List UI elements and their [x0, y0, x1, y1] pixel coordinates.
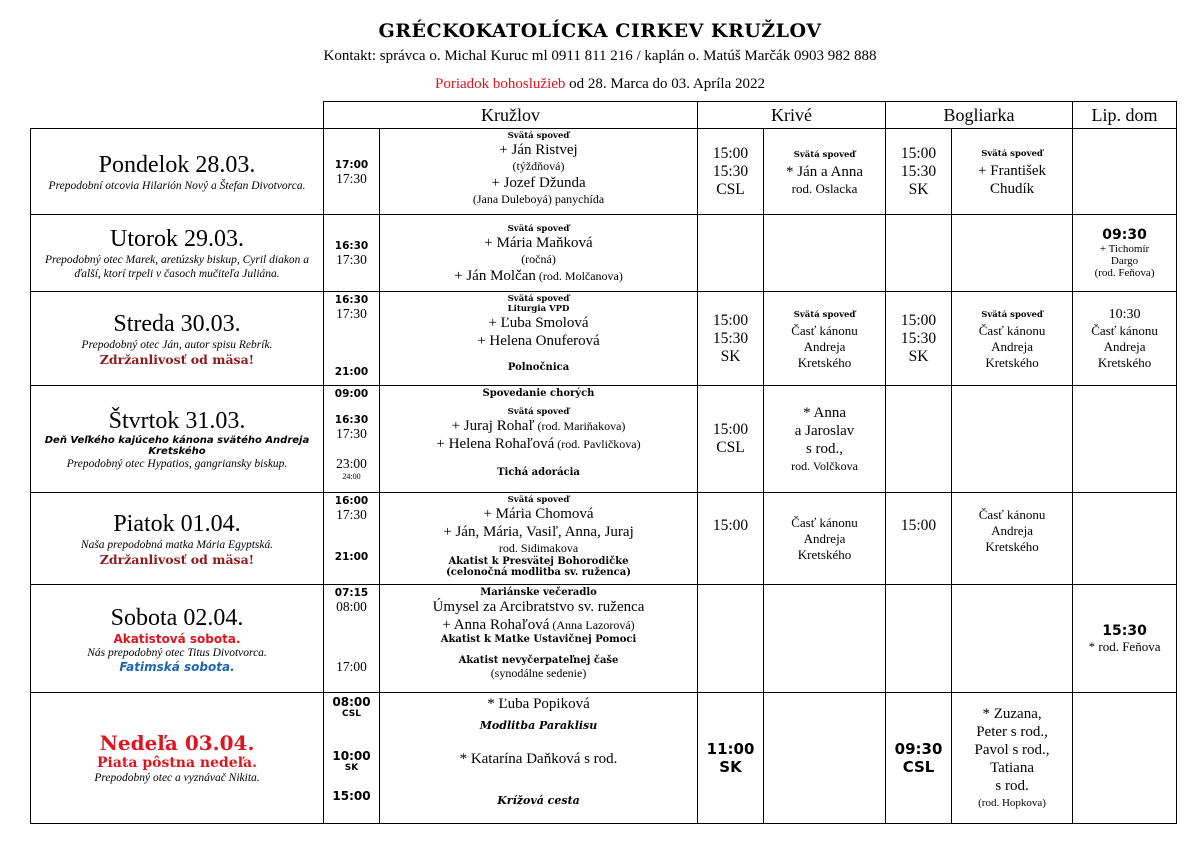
intention-note: (rod. Molčanova) [535, 268, 623, 283]
service-label: Kretského [1097, 354, 1152, 370]
language: SK [908, 347, 929, 365]
krive-times [698, 693, 764, 824]
krive-services [764, 585, 886, 693]
schedule-label: Poriadok bohoslužieb [435, 76, 566, 92]
day-saint: Prepodobný otec a vyznávač Nikita. [94, 772, 260, 784]
krive-times [698, 493, 764, 585]
time: 15:30 [712, 162, 749, 180]
confession-label: Svätá spoveď [793, 149, 856, 160]
lip-dom-services [1073, 129, 1177, 215]
service-label: Tichá adorácia [497, 467, 580, 478]
time: 16:00 [334, 495, 369, 507]
kruzlov-times [324, 585, 380, 693]
time: 15:30 [900, 162, 937, 180]
service-note: (synodálne sedenie) [490, 666, 587, 680]
intention: s rod., [805, 441, 844, 457]
row-thursday [31, 386, 1177, 493]
day-feast: Deň Veľkého kajúceho kánona svätého Andreja Kretského [44, 435, 310, 457]
service-label: Andreja [1103, 338, 1146, 354]
day-saint: Nás prepodobný otec Titus Divotvorca. [87, 646, 267, 659]
day-name: Pondelok 28.03. [98, 151, 256, 178]
bogliarka-times [886, 215, 952, 292]
time: 09:30 [1102, 227, 1147, 243]
time: 15:00 [900, 311, 937, 329]
akathist-note: Akatistová sobota. [113, 631, 241, 646]
intention: + Jozef Džunda [491, 175, 586, 191]
time: 15:00 [332, 789, 371, 803]
row-tuesday [31, 215, 1177, 292]
schedule-period [0, 76, 1200, 93]
day-name: Piatok 01.04. [113, 511, 241, 537]
time: 15:00 [712, 421, 749, 438]
intention-note: (Jana Duleboyá) panychída [472, 192, 605, 206]
day-cell [31, 215, 324, 292]
bogliarka-services [952, 129, 1073, 215]
time: 15:30 [712, 329, 749, 347]
bogliarka-services [952, 493, 1073, 585]
krive-times [698, 292, 764, 386]
language: SK [720, 347, 741, 365]
col-krive: Krivé [698, 102, 886, 129]
day-cell [31, 693, 324, 824]
intention-name: + Juraj Rohaľ [451, 418, 535, 434]
service-label: Kretského [797, 547, 852, 562]
intention: * Ján a Anna [785, 163, 864, 180]
time: 15:00 [712, 517, 749, 534]
day-name: Streda 30.03. [113, 311, 241, 337]
page-title: GRÉCKOKATOLÍCKA CIRKEV KRUŽLOV [378, 20, 822, 42]
intention-note: (ročná) [521, 251, 556, 266]
service-label: Časť kánonu [1091, 322, 1158, 338]
kruzlov-times [324, 129, 380, 215]
kruzlov-services [380, 493, 698, 585]
bogliarka-times [886, 585, 952, 693]
intention-name: + Ján Molčan [454, 267, 536, 284]
service-label: Časť kánonu [791, 322, 858, 338]
day-saint: Naša prepodobná matka Mária Egyptská. [80, 539, 274, 551]
service-label: Krížová cesta [497, 794, 580, 807]
time: 15:00 [712, 311, 749, 329]
time: 15:30 [900, 329, 937, 347]
intention: * Anna [803, 405, 846, 421]
intention: + Ján, Mária, Vasiľ, Anna, Juraj [443, 524, 634, 540]
lip-dom-services [1073, 215, 1177, 292]
day-cell [31, 129, 324, 215]
intention: * Katarína Daňková s rod. [459, 751, 618, 767]
time: 24:00 [342, 472, 361, 481]
time: 21:00 [334, 551, 369, 563]
intention-name: + Anna Rohaľová [442, 617, 550, 633]
intention-note: (rod. Hopkova) [978, 797, 1046, 809]
intention: + Tichomír [1099, 243, 1150, 255]
time: 16:30 [334, 294, 369, 306]
language: CSL [902, 758, 935, 776]
time: 10:30 [1108, 306, 1141, 322]
intention-note: (Anna Lazorová) [549, 618, 635, 632]
fast-note: Zdržanlivosť od mäsa! [99, 352, 255, 367]
intention: + Mária Maňková [484, 234, 593, 251]
krive-services [764, 693, 886, 824]
time: 15:00 [900, 517, 937, 534]
kruzlov-times [324, 292, 380, 386]
row-friday [31, 493, 1177, 585]
day-saint: Prepodobní otcovia Hilarión Nový a Štefan Divotvorca. [48, 179, 306, 192]
bogliarka-times [886, 129, 952, 215]
bogliarka-services [952, 292, 1073, 386]
confession-label: Svätá spoveď [507, 294, 570, 304]
krive-times [698, 129, 764, 215]
service-label: Kretského [797, 354, 852, 370]
krive-services [764, 292, 886, 386]
intention: Chudík [989, 180, 1035, 197]
time: 15:30 [1102, 622, 1147, 639]
kruzlov-services [380, 585, 698, 693]
intention [380, 616, 697, 634]
time: 08:00 [332, 695, 371, 709]
day-saint: Prepodobný otec Ján, autor spisu Rebrík. [81, 339, 273, 351]
service-label: Andreja [803, 531, 846, 546]
row-saturday [31, 585, 1177, 693]
lip-dom-services [1073, 386, 1177, 493]
time: 15:00 [712, 144, 749, 162]
intention: Dargo [1110, 255, 1139, 267]
service-label: (celonočná modlitba sv. ruženca) [446, 567, 631, 578]
service-label: Andreja [991, 523, 1033, 538]
fatima-note: Fatimská sobota. [119, 659, 235, 674]
time: 09:00 [334, 388, 369, 400]
intention: * Zuzana, [982, 706, 1042, 722]
confession-label: Svätá spoveď [507, 223, 570, 234]
time: 21:00 [334, 366, 369, 378]
fast-note: Zdržanlivosť od mäsa! [99, 552, 255, 567]
time: 15:00 [900, 144, 937, 162]
confession-label: Svätá spoveď [507, 131, 570, 141]
krive-services [764, 215, 886, 292]
day-cell [31, 585, 324, 693]
time: 10:00 [332, 749, 371, 763]
kruzlov-services [380, 215, 698, 292]
kruzlov-services [380, 129, 698, 215]
bogliarka-services [952, 215, 1073, 292]
time: 16:30 [334, 414, 369, 426]
time: 17:00 [334, 158, 369, 171]
intention [380, 435, 697, 453]
service-label: Modlitba Paraklisu [479, 719, 598, 732]
day-name: Utorok 29.03. [110, 226, 244, 252]
krive-times [698, 386, 764, 493]
day-cell [31, 292, 324, 386]
language: CSL [716, 180, 745, 198]
kruzlov-services [380, 386, 698, 493]
intention [380, 417, 697, 435]
liturgy-label: Liturgia VPD [507, 304, 570, 314]
intention: + Ján Ristvej [499, 142, 578, 158]
bogliarka-times [886, 292, 952, 386]
intention: + Helena Onuferová [477, 333, 600, 349]
service-label: Akatist k Presvätej Bohorodičke [448, 556, 629, 567]
day-cell [31, 386, 324, 493]
kruzlov-times [324, 693, 380, 824]
intention-note: (rod. Pavličkova) [554, 437, 641, 451]
krive-times [698, 585, 764, 693]
time: 17:00 [336, 659, 367, 674]
schedule-table [30, 101, 1177, 824]
lip-dom-services [1073, 493, 1177, 585]
time: 09:30 [894, 740, 943, 758]
intention: s rod. [995, 778, 1029, 794]
krive-services [764, 129, 886, 215]
time: 17:30 [336, 170, 367, 186]
service-label: Mariánske večeradlo [480, 587, 597, 598]
intention-note: rod. Sidimakova [498, 541, 579, 555]
language: CSL [342, 709, 361, 719]
time: 23:00 [336, 456, 367, 471]
time: 17:30 [336, 426, 367, 441]
row-sunday [31, 693, 1177, 824]
confession-label: Svätá spoveď [793, 309, 856, 320]
schedule-dates: od 28. Marca do 03. Apríla 2022 [565, 76, 765, 92]
time: 08:00 [336, 599, 367, 614]
language: SK [908, 180, 929, 198]
time: 17:30 [336, 252, 367, 267]
intention-note: (rod. Feňova) [1094, 267, 1155, 279]
bogliarka-services [952, 585, 1073, 693]
day-saint: Prepodobný otec Hypatios, gangriansky biskup. [66, 458, 288, 470]
bogliarka-times [886, 493, 952, 585]
intention-note: rod. Oslacka [791, 180, 858, 196]
day-name: Štvrtok 31.03. [108, 408, 246, 434]
service-label: Kretského [985, 539, 1039, 554]
kruzlov-times [324, 386, 380, 493]
service-label: Časť kánonu [978, 322, 1046, 338]
service-label: Polnočnica [507, 362, 570, 373]
day-cell [31, 493, 324, 585]
header-blank [31, 102, 324, 129]
intention: Peter s rod., [976, 724, 1048, 740]
krive-times [698, 215, 764, 292]
intention: * Ľuba Popiková [487, 696, 590, 712]
col-bogliarka: Bogliarka [886, 102, 1073, 129]
kruzlov-times [324, 493, 380, 585]
time: 11:00 [706, 740, 755, 758]
language: CSL [716, 439, 745, 456]
time: 17:30 [336, 507, 367, 522]
intention-name: + Helena Rohaľová [436, 436, 555, 452]
time: 07:15 [334, 587, 369, 599]
service-label: Andreja [803, 338, 846, 354]
krive-services [764, 386, 886, 493]
sunday-title: Piata pôstna nedeľa. [97, 755, 257, 771]
confession-label: Svätá spoveď [981, 309, 1043, 320]
service-label: Časť kánonu [791, 515, 858, 530]
bogliarka-times [886, 693, 952, 824]
intention [380, 267, 697, 285]
lip-dom-services [1073, 292, 1177, 386]
confession-label: Svätá spoveď [507, 495, 570, 505]
col-lip-dom: Lip. dom [1073, 102, 1177, 129]
service-label: Spovedanie chorých [482, 388, 595, 399]
confession-label: Svätá spoveď [981, 148, 1043, 159]
confession-label: Svätá spoveď [507, 407, 570, 417]
language: SK [719, 758, 742, 776]
intention: + Ľuba Smolová [488, 315, 589, 331]
intention-note: rod. Volčkova [791, 459, 858, 473]
day-saint: Prepodobný otec Marek, aretúzsky biskup, Cyril diakon a ďalší, ktorí trpeli v časoch mučiteľa Juliána. [44, 254, 310, 280]
bogliarka-services [952, 693, 1073, 824]
intention-note: (týždňová) [512, 159, 565, 173]
service-label: Akatist k Matke Ustavičnej Pomoci [440, 634, 637, 645]
service-label: Akatist nevyčerpateľnej čaše [458, 655, 619, 666]
lip-dom-services [1073, 585, 1177, 693]
intention-note: (rod. Mariňakova) [534, 419, 626, 433]
intention: * rod. Feňova [1088, 638, 1161, 654]
intention: + Mária Chomová [483, 506, 594, 522]
day-name: Nedeľa 03.04. [99, 731, 255, 755]
service-label: Kretského [985, 354, 1039, 370]
bogliarka-times [886, 386, 952, 493]
contact-line: Kontakt: správca o. Michal Kuruc ml 0911 811 216 / kaplán o. Matúš Marčák 0903 982 888 [323, 48, 877, 64]
intention: + František [978, 162, 1047, 179]
intention: Pavol s rod., [974, 742, 1050, 758]
kruzlov-services [380, 693, 698, 824]
krive-services [764, 493, 886, 585]
bogliarka-services [952, 386, 1073, 493]
language: SK [344, 763, 359, 773]
row-wednesday [31, 292, 1177, 386]
time: 17:30 [336, 306, 367, 321]
kruzlov-services [380, 292, 698, 386]
col-kruzlov: Kružlov [324, 102, 698, 129]
service-label: Andreja [991, 338, 1033, 354]
time: 16:30 [334, 240, 369, 252]
header-row [31, 102, 1177, 129]
intention: Úmysel za Arcibratstvo sv. ruženca [432, 599, 645, 615]
day-name: Sobota 02.04. [110, 604, 244, 631]
kruzlov-times [324, 215, 380, 292]
intention: Tatiana [990, 760, 1034, 776]
row-monday [31, 129, 1177, 215]
lip-dom-services [1073, 693, 1177, 824]
service-label: Časť kánonu [978, 507, 1046, 522]
intention: a Jaroslav [794, 423, 855, 439]
